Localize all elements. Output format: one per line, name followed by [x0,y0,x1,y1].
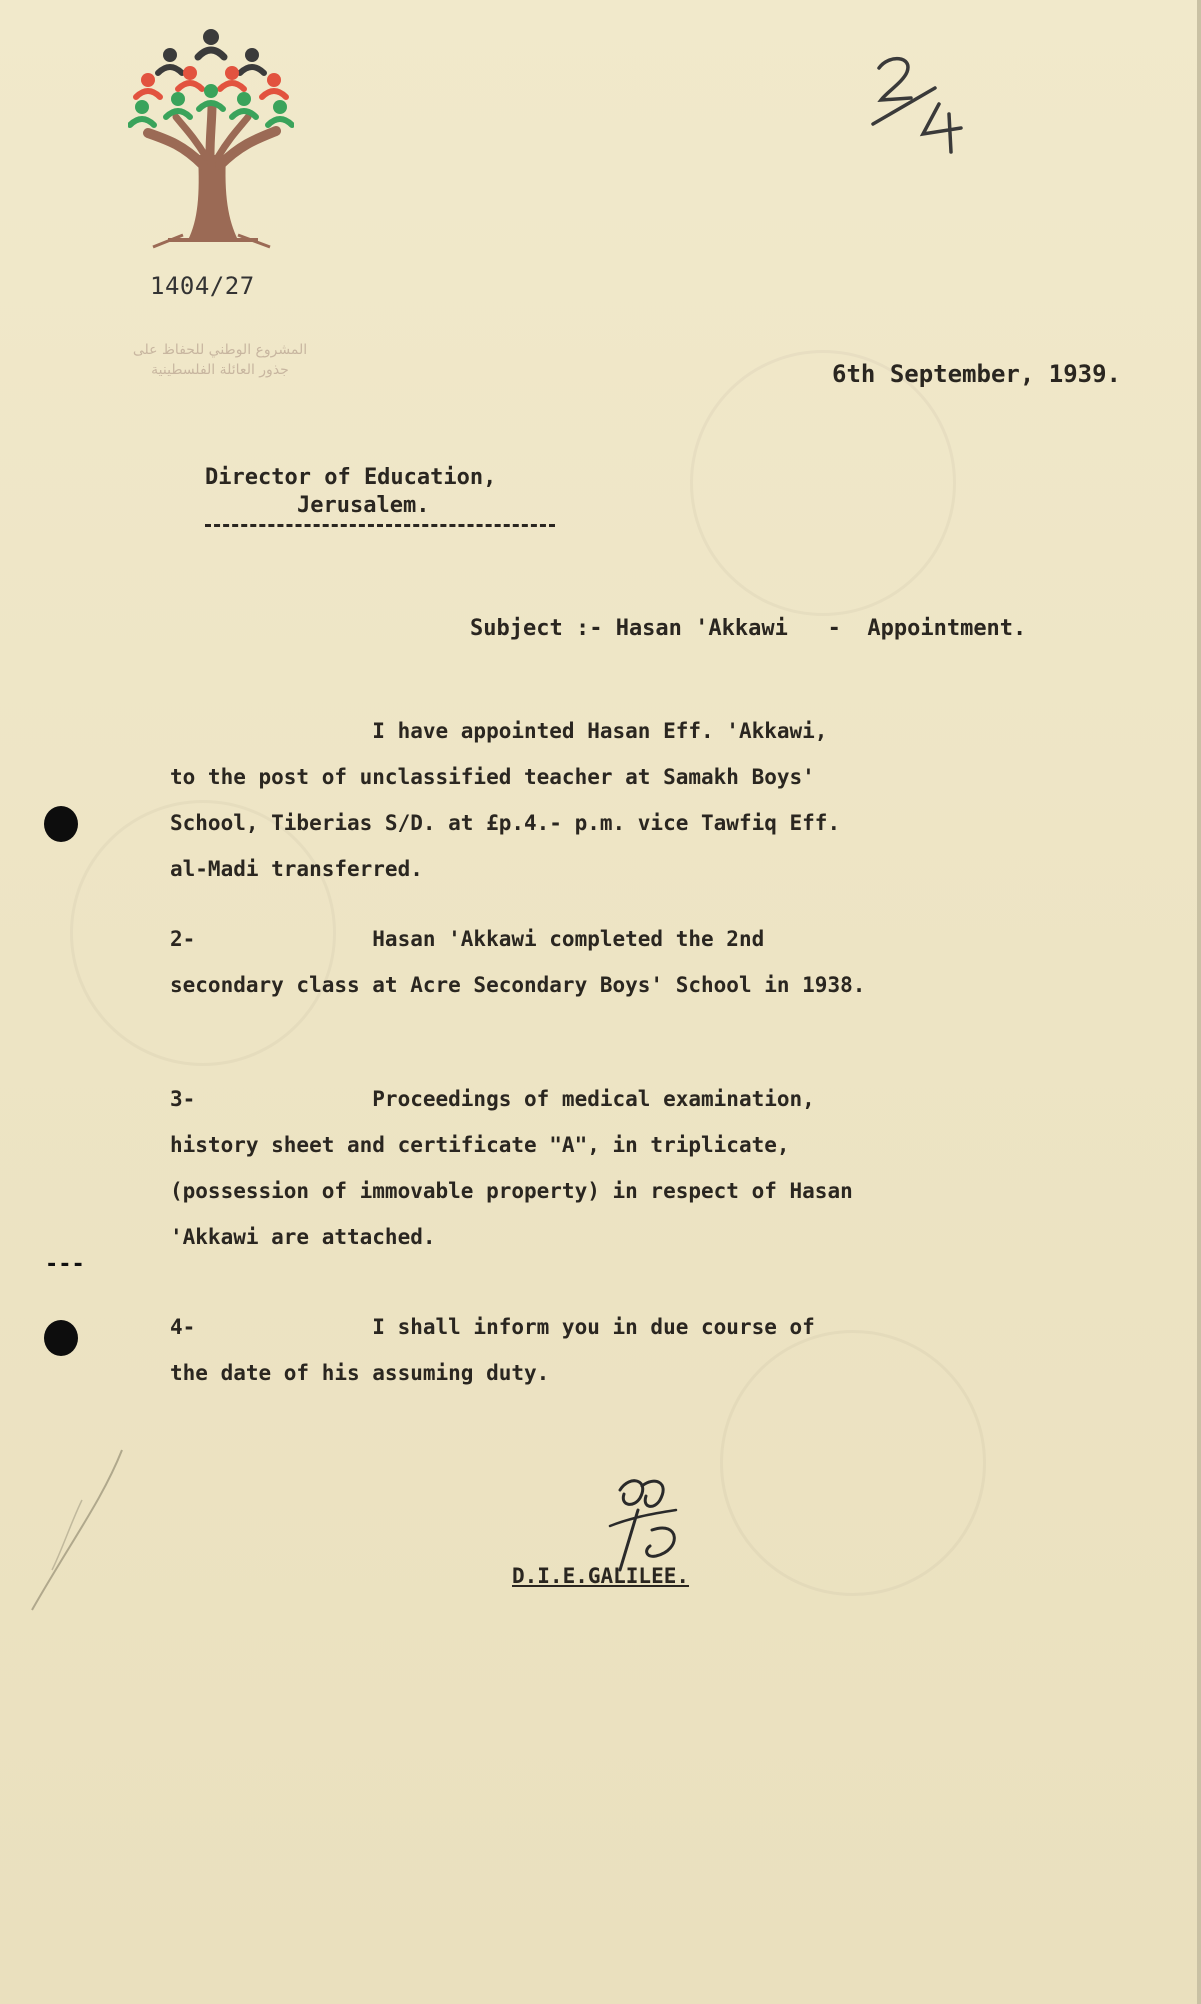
organization-name-line: جذور العائلة الفلسطينية [151,362,289,378]
paragraph-4: 4- I shall inform you in due course of the date of his assuming duty. [170,1315,815,1385]
organization-name-arabic [100,340,340,380]
watermark-stamp [690,350,956,616]
organization-name-line: المشروع الوطني للحفاظ على [132,342,308,358]
reference-number: 1404/27 [150,272,255,300]
margin-pencil-stroke [22,1440,132,1620]
family-tree-logo-icon [128,25,294,250]
paragraph-2: 2- Hasan 'Akkawi completed the 2nd secondary class at Acre Secondary Boys' School in 1938. [170,927,866,997]
paragraph-1: I have appointed Hasan Eff. 'Akkawi, to the post of unclassified teacher at Samakh Boys' School, Tiberias S/D. at £p.4.- p.m. vice Tawfiq Eff. al-Madi transferred. [170,719,841,881]
punch-hole [44,806,78,842]
recipient-underline [205,524,555,527]
margin-mark: --- [45,1252,85,1277]
subject-line: Subject :- Hasan 'Akkawi - Appointment. [470,616,1027,641]
paragraph-3: 3- Proceedings of medical examination, history sheet and certificate "A", in triplicate, (possession of immovable property) in respect of Hasan 'Akkawi are attached. [170,1087,853,1249]
page-edge [1197,0,1201,2004]
handwritten-page-number [865,48,975,158]
recipient-city: Jerusalem. [297,493,430,518]
punch-hole [44,1320,78,1356]
signer-title: D.I.E.GALILEE. [512,1564,690,1588]
letter-date: 6th September, 1939. [832,360,1121,388]
recipient-title: Director of Education, [205,465,497,490]
recipient-address [205,464,496,520]
